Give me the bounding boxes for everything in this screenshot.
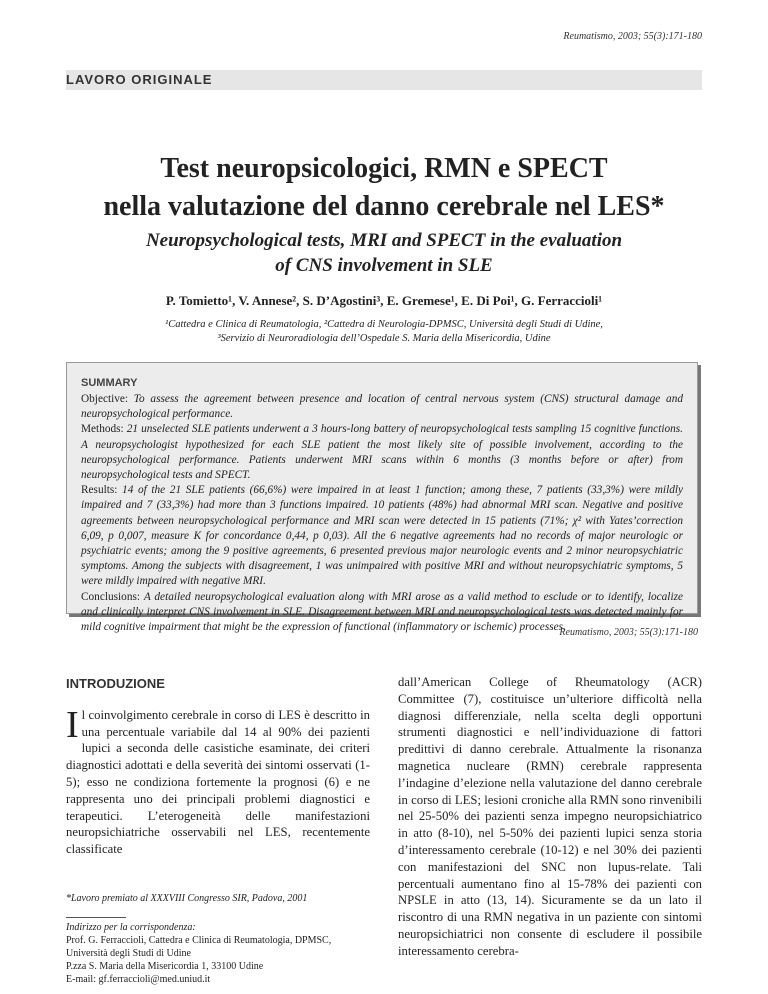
intro-text: l coinvolgimento cerebrale in corso di LES è descritto in una percentuale variabile dal 14 al 90% dei pazienti lupici a seconda delle casistiche esaminate, dei criteri diagnostici adottati e della severità dei sintomi osservati (1-5); esso ne condiziona fortemente la prognosi (6) e ne rappresenta uno dei principali problemi diagnostici e terapeutici. L’eterogeneità delle manifestazioni neuropsichiatriche osservabili nel LES, recentemente classificate <box>66 707 370 857</box>
footnote <box>66 892 370 986</box>
subtitle-line: of CNS involvement in SLE <box>275 255 493 276</box>
dropcap: I <box>66 703 79 746</box>
label: Conclusions: <box>81 590 144 603</box>
text: 14 of the 21 SLE patients (66,6%) were impaired in at least 1 function; among these, 7 patients (33,3%) were mildly impaired and 7 (33,3%) had more than 3 functions impaired. 10 patients (48%) had abnormal MRI scan. Negative and positive agreements between neuropsychological performance and MRI scan were detected in 15 patients (71%; χ² with Yates’correction 6,09, p 0,007, measure K for concordance 0,44, p 0,03). All the 6 negative agreements had no records of major neurologic or psychiatric events; among the 9 positive agreements, 6 presented previous major neurologic events and 2 minor neuropsychiatric symptoms. Among the subjects with disagreement, 1 was unimpaired with positive MRI and without neuropsychiatric symptoms, 5 were mildly impaired with negative MRI. <box>81 484 684 588</box>
right-column: dall’American College of Rheumatology (ACR) Committee (7), costituisce un’ulteriore difficoltà nella diagnosi differenziale, nella scelta degli opportuni strumenti diagnostici e nell’individuazione di fattori predittivi di danno cerebrale. Attualmente la risonanza magnetica nucleare (RMN) cerebrale rappresenta l’indagine d’elezione nella valutazione del danno cerebrale in corso di LES; lesioni croniche alla RMN sono rinvenibili nel 25-50% dei pazienti senza impegno neuropsichiatrico in atto (8-10), nel 5-50% dei pazienti lupici senza storia d’interessamento cerebrale (10-12) e nel 30% dei pazienti con manifestazioni del SNC non lupus-relate. Tali percentuali aumentano fino al 15-78% dei pazienti con NPSLE in atto (13, 14). Sicuramente se da un lato il riscontro di una RMN negativa in un paziente con sintomi neuropsichiatrici non consente di escludere il possibile interessamento cerebra- <box>398 675 702 958</box>
corr-label-text: Indirizzo per la corrispondenza <box>66 921 193 933</box>
section-label: LAVORO ORIGINALE <box>66 72 213 87</box>
address-line: Prof. G. Ferraccioli, Cattedra e Clinica di Reumatologia, DPMSC, <box>66 934 332 946</box>
intro-paragraph <box>66 703 370 858</box>
text: To assess the agreement between presence and location of central nervous system (CNS) structural damage and neuropsychological performance. <box>81 393 683 421</box>
title-line: Test neuropsicologici, RMN e SPECT <box>160 153 608 184</box>
summary-heading: SUMMARY <box>81 377 138 389</box>
text: 21 unselected SLE patients underwent a 3 hours-long battery of neuropsychological tests sampling 15 cognitive functions. A neuropsychologist hypothesized for each SLE patient the most likely site of possible involvement, according to the neuropsychological performance. Patients underwent MRI scans within 6 months (3 months before or after) from neuropsychological tests and SPECT. <box>81 423 683 482</box>
section-band <box>66 70 702 90</box>
left-column <box>66 676 370 986</box>
page-title <box>0 150 768 226</box>
summary-results <box>81 483 683 589</box>
journal-citation: Reumatismo, 2003; 55(3):171-180 <box>563 31 702 42</box>
title-line: nella valutazione del danno cerebrale nel LES* <box>103 191 665 222</box>
affiliation-line: ¹Cattedra e Clinica di Reumatologia, ²Cattedra di Neurologia-DPMSC, Università degli Studi di Udine, <box>165 319 603 330</box>
text: A detailed neuropsychological evaluation along with MRI arose as a valid method to esclude or to identify, localize and clinically interpret CNS involvement in SLE. Disagreement between MRI and neuropsychological tests was detected mainly for mild cognitive impairment that might be the expression of functional (inflammatory or ischemic) processes. <box>81 590 683 634</box>
corr-label: Indirizzo per la corrispondenza: <box>66 921 196 933</box>
english-title <box>0 228 768 278</box>
label: Methods: <box>81 423 127 436</box>
label: Results: <box>81 484 123 497</box>
award-note: *Lavoro premiato al XXXVIII Congresso SIR, Padova, 2001 <box>66 892 308 904</box>
address-line: P.zza S. Maria della Misericordia 1, 33100 Udine <box>66 960 264 972</box>
summary-methods <box>81 422 683 483</box>
address-line: Università degli Studi di Udine <box>66 947 191 959</box>
affiliation-line: ³Servizio di Neuroradiologia dell’Ospedale S. Maria della Misericordia, Udine <box>217 333 551 344</box>
subtitle-line: Neuropsychological tests, MRI and SPECT in the evaluation <box>145 230 623 251</box>
affiliations <box>0 318 768 346</box>
email-line: E-mail: gf.ferraccioli@med.uniud.it <box>66 973 211 985</box>
authors: P. Tomietto¹, V. Annese², S. D’Agostini³, E. Gremese¹, E. Di Poi¹, G. Ferraccioli¹ <box>165 293 603 308</box>
label: Objective: <box>81 393 134 405</box>
summary-citation: Reumatismo, 2003; 55(3):171-180 <box>559 627 698 638</box>
intro-heading: INTRODUZIONE <box>66 676 165 691</box>
summary-objective <box>81 392 683 422</box>
